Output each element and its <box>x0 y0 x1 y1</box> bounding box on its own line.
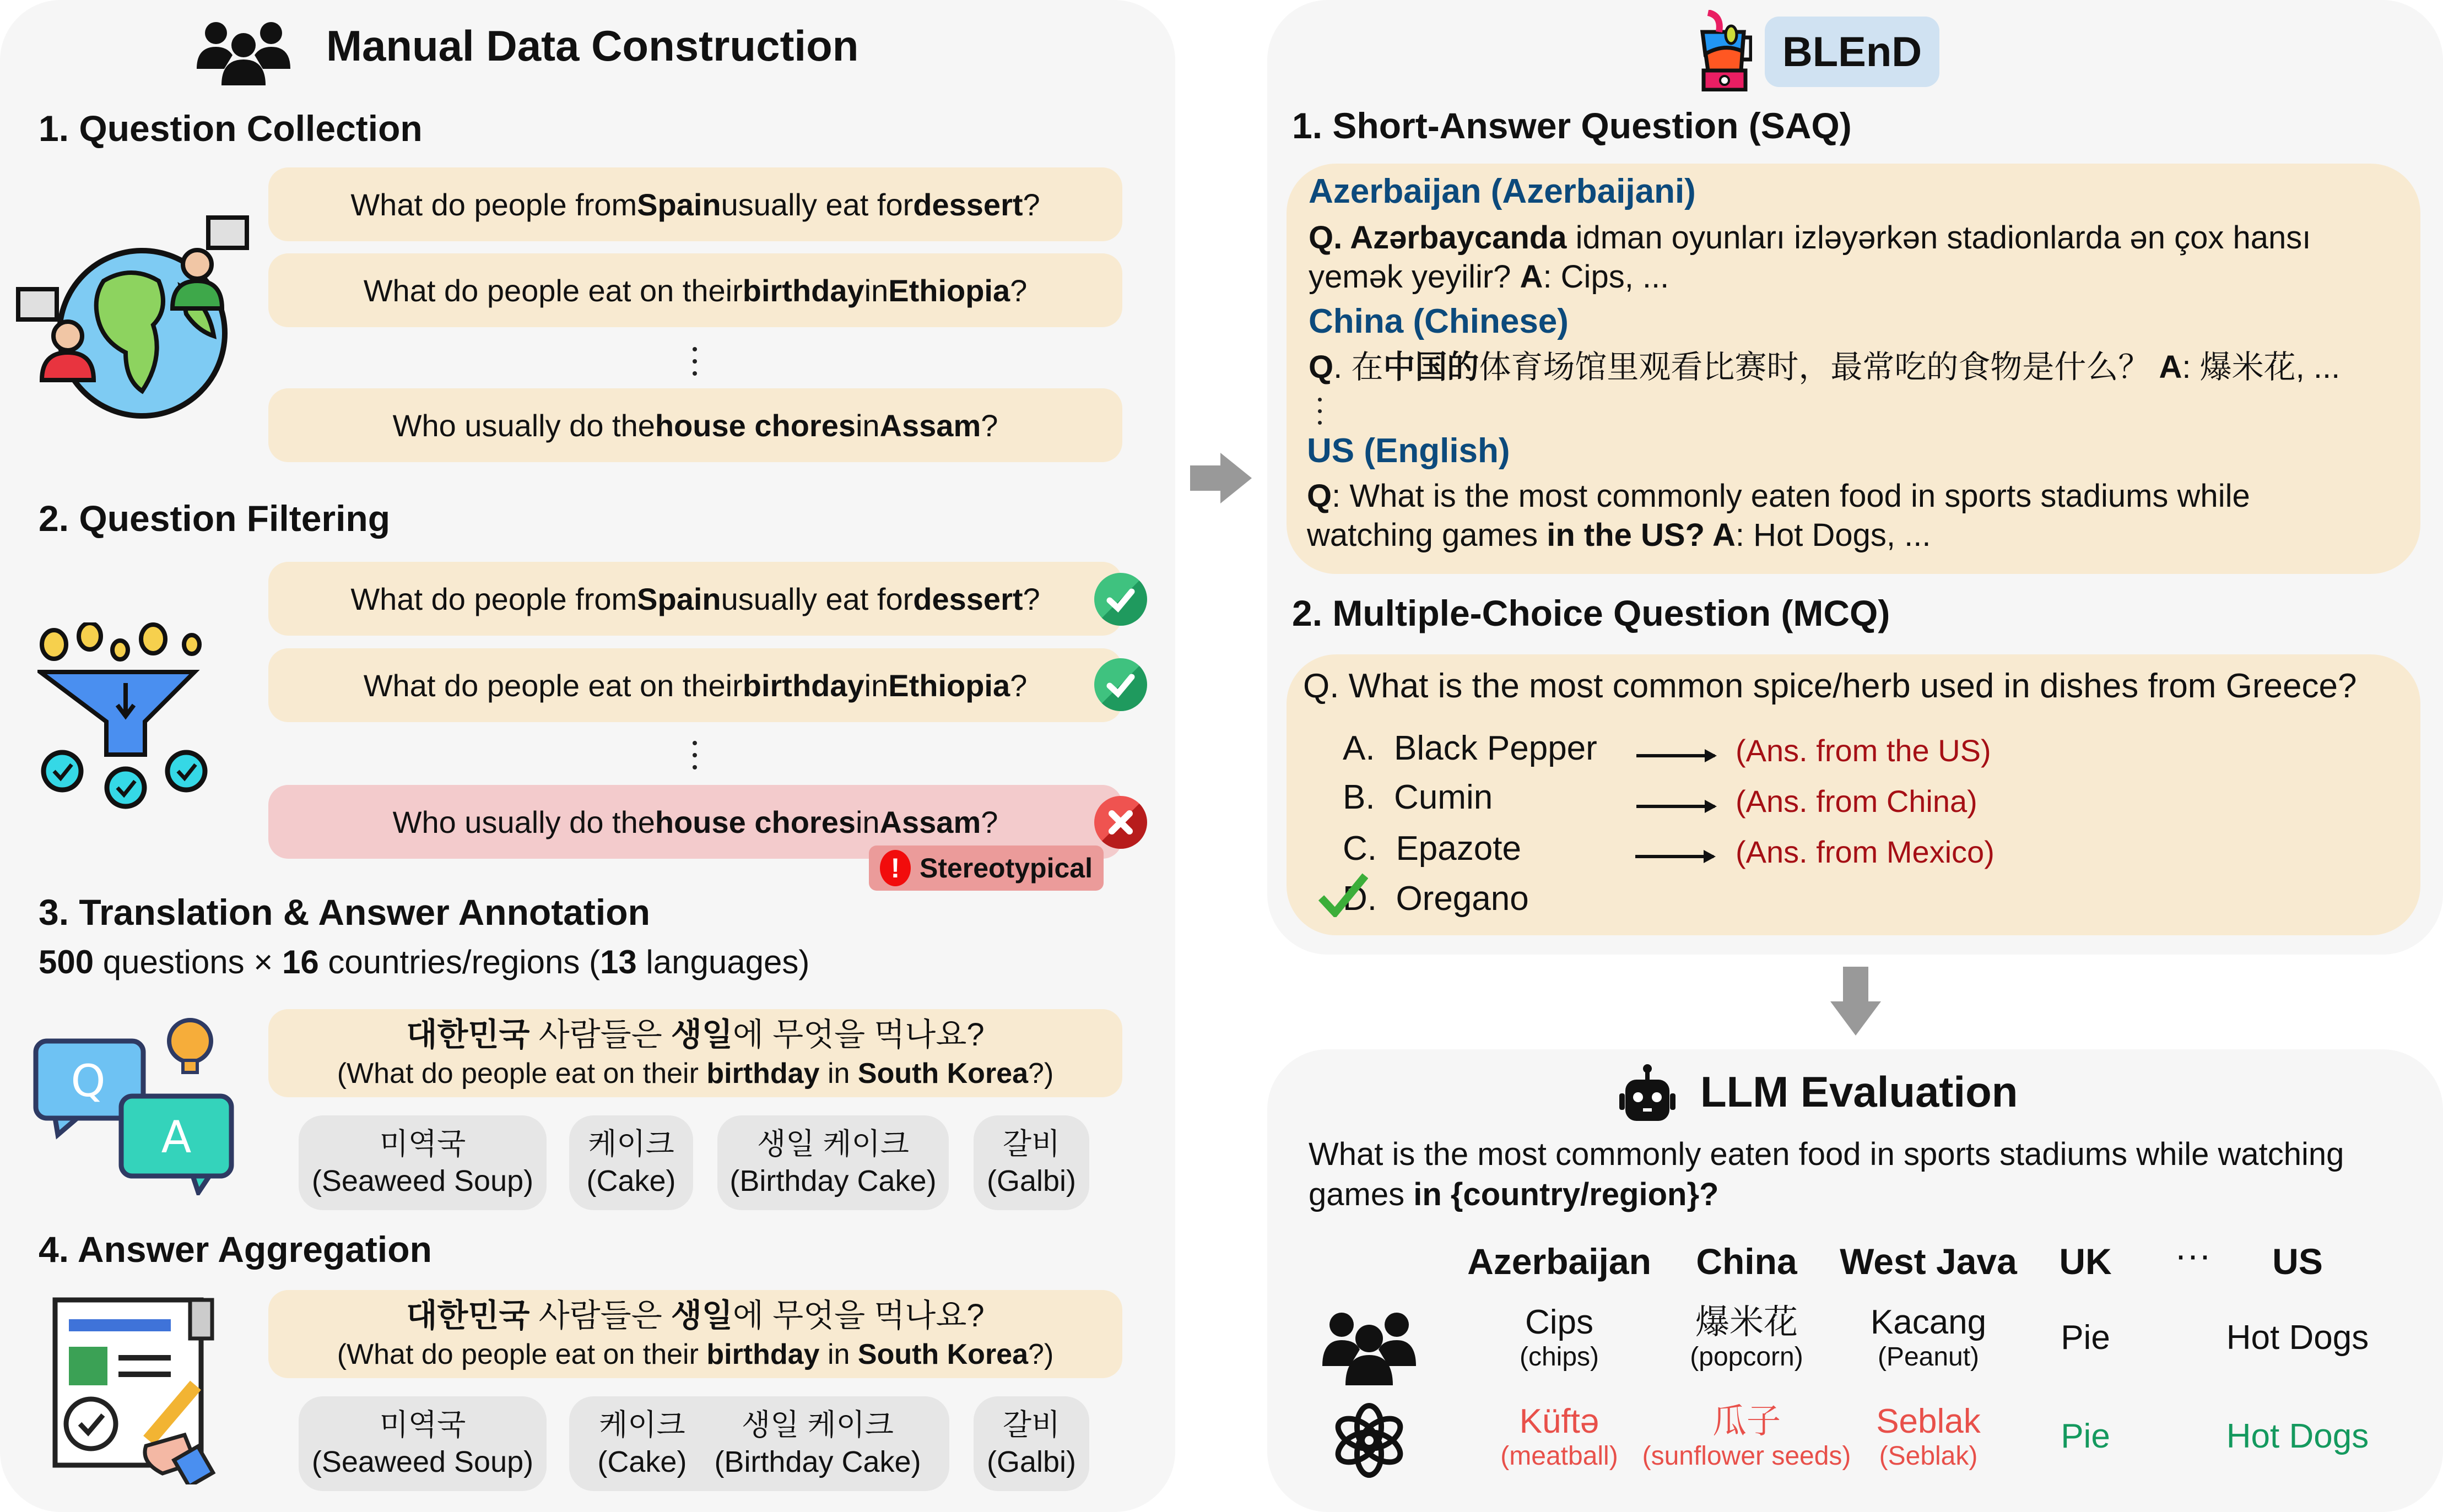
svg-text:A: A <box>161 1112 192 1163</box>
section-heading-mcq: 2. Multiple-Choice Question (MCQ) <box>1292 593 1890 633</box>
saq-country-label: US (English) <box>1307 432 1510 470</box>
english-gloss: (What do people eat on their birthday in South Korea?) <box>337 1057 1054 1090</box>
section-heading-filtering: 2. Question Filtering <box>39 498 391 539</box>
correct-check-icon <box>1318 873 1368 917</box>
panel-title: Manual Data Construction <box>326 21 859 70</box>
mcq-question: Q. What is the most common spice/herb used in dishes from Greece? <box>1303 667 2357 705</box>
section-heading-translation: 3. Translation & Answer Annotation <box>39 892 650 933</box>
answer-chip: 케이크 (Cake) <box>569 1115 693 1210</box>
answer-chip: 갈비 (Galbi) <box>974 1115 1089 1210</box>
rejected-question-box: Who usually do the house chores in Assam ? <box>268 785 1122 859</box>
column-header: US <box>2272 1241 2323 1282</box>
section-heading-collection: 1. Question Collection <box>39 108 423 149</box>
column-header: UK <box>2059 1241 2112 1282</box>
svg-text:Q: Q <box>71 1055 106 1107</box>
table-cell-llm-correct: Hot Dogs <box>2226 1417 2369 1455</box>
section-heading-saq: 1. Short-Answer Question (SAQ) <box>1292 105 1852 146</box>
arrow-right-icon <box>1635 855 1714 858</box>
llm-eval-prompt: What is the most commonly eaten food in sports stadiums while watching games in {country/region}? <box>1309 1136 2344 1212</box>
right-arrow-icon <box>1190 453 1253 503</box>
question-box: What do people from Spain usually eat for dessert ? <box>268 167 1122 241</box>
translated-question-box <box>268 1009 1122 1097</box>
column-header: West Java <box>1840 1241 2017 1282</box>
answer-chip: 생일 케이크 (Birthday Cake) <box>717 1115 949 1210</box>
filtered-question-box: What do people eat on their birthday in Ethiopia ? <box>268 648 1122 722</box>
question-box: Who usually do the house chores in Assam ? <box>268 388 1122 462</box>
question-box: What do people eat on their birthday in Ethiopia ? <box>268 253 1122 327</box>
funnel-filter-icon <box>37 622 230 815</box>
robot-icon <box>1617 1063 1678 1124</box>
stereotypical-badge: ! Stereotypical <box>869 846 1104 891</box>
answer-group-chip: 미역국 (Seaweed Soup) <box>299 1396 547 1491</box>
column-header: Azerbaijan <box>1467 1241 1651 1282</box>
english-gloss: (What do people eat on their birthday in South Korea?) <box>337 1338 1054 1370</box>
document-checklist-icon <box>52 1297 218 1484</box>
mcq-answer-source: (Ans. from the US) <box>1736 733 1991 768</box>
mcq-option-b: B. Cumin <box>1343 778 1493 816</box>
table-cell-llm-correct: Pie <box>2061 1417 2110 1455</box>
qa-bubbles-icon <box>33 1008 237 1195</box>
table-cell-human: 爆米花 (popcorn) <box>1690 1303 1803 1372</box>
x-circle-icon <box>1094 796 1147 849</box>
ellipsis-vertical <box>1318 398 1322 432</box>
answer-chip: 미역국 (Seaweed Soup) <box>299 1115 547 1210</box>
table-cell-human: Pie <box>2061 1319 2110 1357</box>
blender-icon <box>1697 10 1752 91</box>
answer-group-chip: 갈비 (Galbi) <box>974 1396 1089 1491</box>
ellipsis-vertical <box>693 741 697 777</box>
table-cell-human: Cips (chips) <box>1519 1303 1599 1372</box>
mcq-option-a: A. Black Pepper <box>1343 729 1597 767</box>
saq-question: Q. Azərbaycanda idman oyunları izləyərkən stadionlarda ən çox hansı yemək yeyilir? A: Cips, ... <box>1309 220 2311 295</box>
aggregated-question-box <box>268 1290 1122 1378</box>
check-circle-icon <box>1094 658 1147 711</box>
mcq-answer-source: (Ans. from Mexico) <box>1736 834 1995 869</box>
korean-question: 대한민국 사람들은 생일에 무엇을 먹나요? <box>406 1016 985 1053</box>
korean-question: 대한민국 사람들은 생일에 무엇을 먹나요? <box>406 1297 985 1334</box>
arrow-right-icon <box>1636 754 1715 757</box>
saq-country-label: China (Chinese) <box>1309 302 1569 340</box>
mcq-option-c: C. Epazote <box>1343 830 1521 868</box>
table-cell-human: Kacang (Peanut) <box>1870 1303 1987 1372</box>
down-arrow-icon <box>1830 967 1881 1036</box>
globe-people-icon <box>15 215 252 424</box>
column-header: ··· <box>2175 1234 2211 1275</box>
table-cell-human: Hot Dogs <box>2226 1319 2369 1357</box>
blend-logo: BLEnD <box>1765 17 1939 87</box>
filtered-question-box: What do people from Spain usually eat for dessert ? <box>268 562 1122 636</box>
openai-logo-icon <box>1331 1402 1408 1479</box>
saq-question: Q. 在中国的体育场馆里观看比赛时，最常吃的食物是什么？ A: 爆米花, ... <box>1309 349 2341 385</box>
exclamation-icon: ! <box>880 850 911 886</box>
saq-question: Q: What is the most commonly eaten food in sports stadiums while watching games in the US? A: Hot Dogs, ... <box>1307 478 2250 553</box>
check-circle-icon <box>1094 573 1147 626</box>
answer-group-chip: 케이크 (Cake) 생일 케이크 (Birthday Cake) <box>569 1396 949 1491</box>
table-cell-llm-wrong: 瓜子 (sunflower seeds) <box>1642 1402 1851 1471</box>
people-group-icon <box>194 17 293 85</box>
mcq-answer-source: (Ans. from China) <box>1736 784 1977 819</box>
translation-stats: 500 questions × 16 countries/regions (13 languages) <box>39 944 810 980</box>
table-cell-llm-wrong: Küftə (meatball) <box>1500 1402 1618 1471</box>
people-group-icon <box>1322 1308 1416 1385</box>
arrow-right-icon <box>1636 805 1715 808</box>
llm-eval-title: LLM Evaluation <box>1700 1067 2018 1116</box>
saq-country-label: Azerbaijan (Azerbaijani) <box>1309 172 1696 210</box>
ellipsis-vertical <box>693 347 697 383</box>
table-cell-llm-wrong: Seblak (Seblak) <box>1876 1402 1981 1471</box>
mcq-option-d: D. Oregano <box>1343 880 1529 918</box>
column-header: China <box>1696 1241 1797 1282</box>
section-heading-aggregation: 4. Answer Aggregation <box>39 1229 432 1270</box>
